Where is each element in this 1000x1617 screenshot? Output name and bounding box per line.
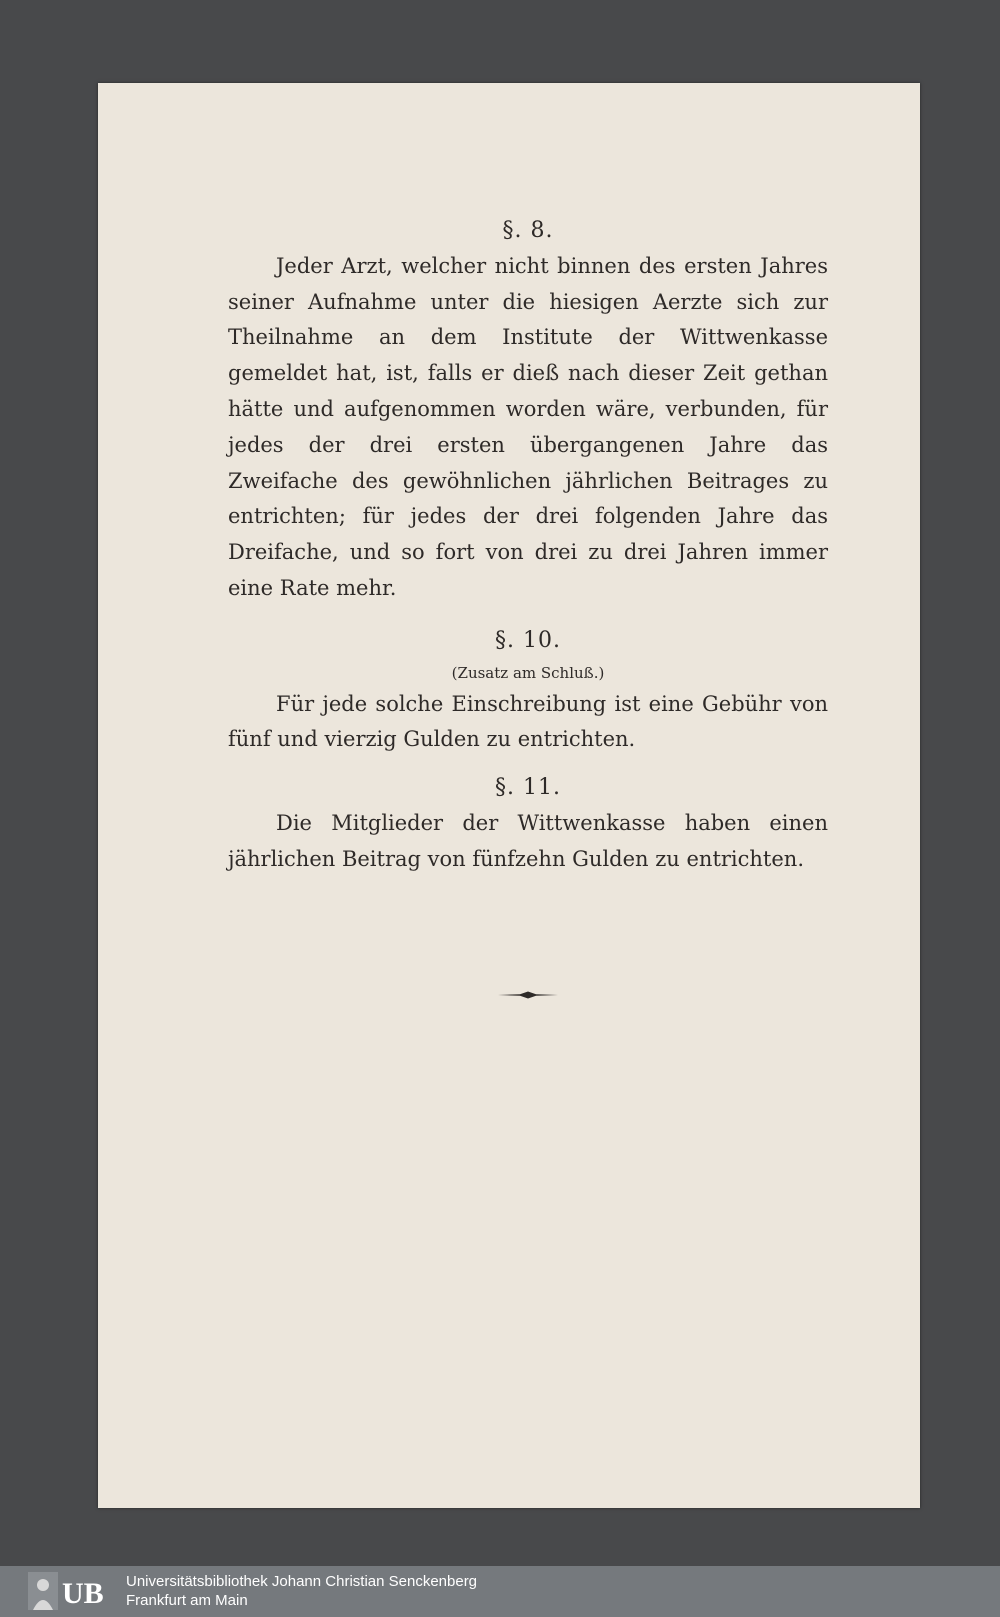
- section-heading-10: §. 10.: [495, 627, 561, 653]
- end-ornament: [498, 991, 558, 999]
- section-10-paragraph: Für jede solche Einschreibung ist eine Gebühr von fünf und vierzig Gulden zu entrichten.: [228, 691, 828, 752]
- section-10-note: (Zusatz am Schluß.): [451, 663, 605, 682]
- ub-logo-text: UB: [62, 1577, 104, 1610]
- footer-bar: [0, 1566, 1000, 1617]
- section-11-paragraph: Die Mitglieder der Wittwenkasse haben einen jährlichen Beitrag von fünfzehn Gulden zu entrichten.: [228, 810, 828, 871]
- footer-text: [126, 1572, 477, 1610]
- footer-line-institution: Universitätsbibliothek Johann Christian Senckenberg: [126, 1573, 478, 1590]
- document-page: [98, 83, 920, 1508]
- document-body: [228, 213, 828, 878]
- section-heading-11: §. 11.: [495, 775, 561, 801]
- ub-logo: [28, 1572, 114, 1610]
- section-heading-8: §. 8.: [502, 218, 554, 243]
- section-8-paragraph: Jeder Arzt, welcher nicht binnen des ersten Jahres seiner Aufnahme unter die hiesigen Aerzte sich zur Theilnahme an dem Institute der Wittwenkasse gemeldet hat, ist, falls er dieß nach dieser Zeit gethan hätte und aufgenommen worden wäre, verbunden, für jedes der drei ersten übergangenen Jahre das Zweifache des gewöhnlichen jährlichen Beitrages zu entrichten; für jedes der drei folgenden Jahre das Dreifache, und so fort von drei zu drei Jahren immer eine Rate mehr.: [228, 253, 828, 600]
- footer-line-city: Frankfurt am Main: [126, 1592, 248, 1609]
